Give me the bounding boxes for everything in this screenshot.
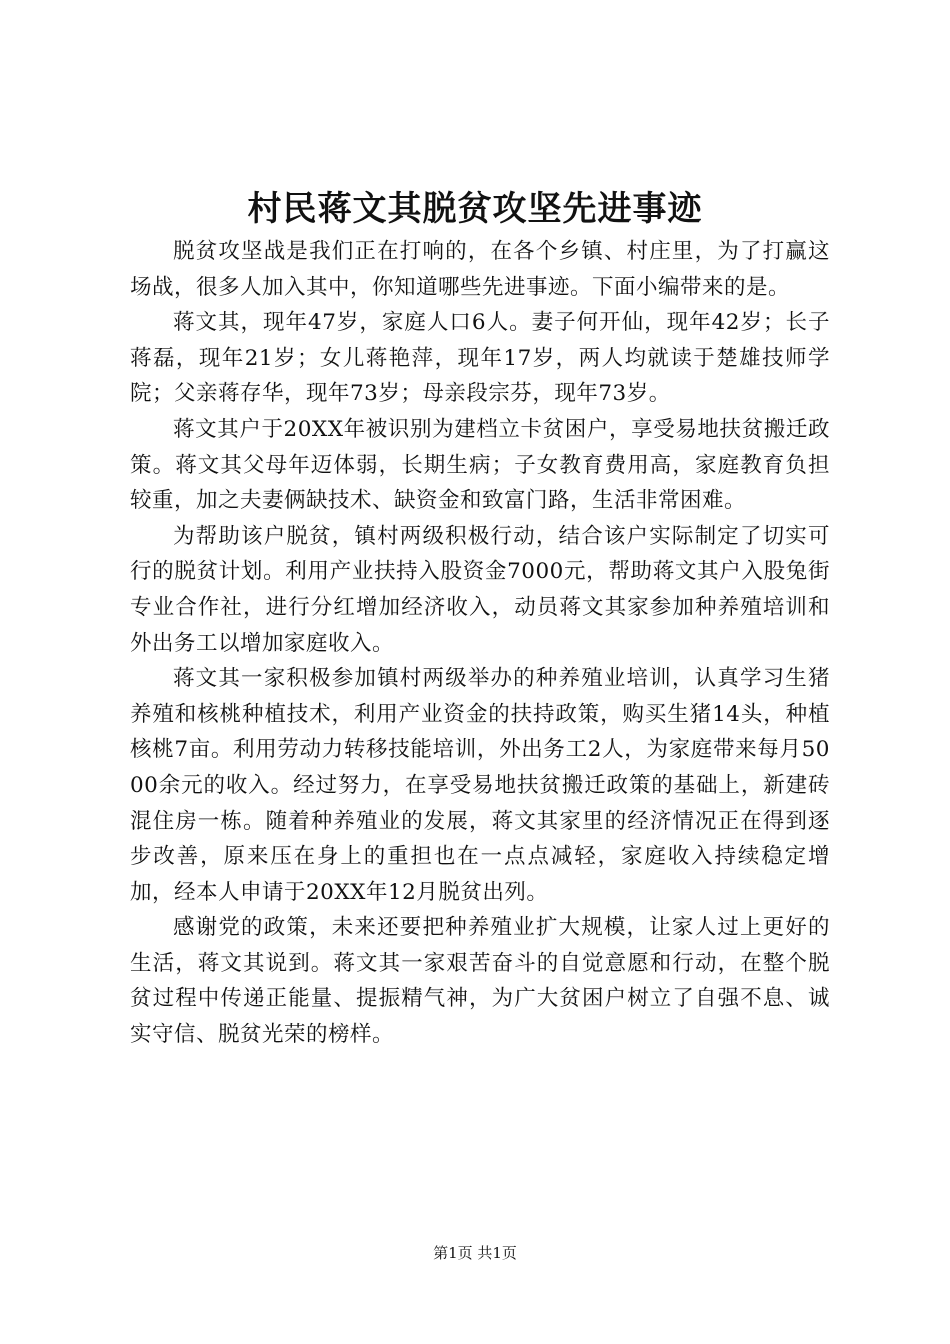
paragraph-intro: 脱贫攻坚战是我们正在打响的，在各个乡镇、村庄里，为了打赢这场战，很多人加入其中，你知道哪些先进事迹。下面小编带来的是。	[130, 239, 830, 300]
document-title: 村民蒋文其脱贫攻坚先进事迹	[247, 189, 703, 229]
page-number-footer: 第1页 共1页	[433, 1244, 517, 1262]
paragraph-assistance-plan: 为帮助该户脱贫，镇村两级积极行动，结合该户实际制定了切实可行的脱贫计划。利用产业扶持入股资金7000元，帮助蒋文其户入股兔街专业合作社，进行分红增加经济收入，动员蒋文其家参加种养殖培训和外出务工以增加家庭收入。	[130, 523, 830, 656]
paragraph-progress: 蒋文其一家积极参加镇村两级举办的种养殖业培训，认真学习生猪养殖和核桃种植技术，利用产业资金的扶持政策，购买生猪14头，种植核桃7亩。利用劳动力转移技能培训，外出务工2人，为家庭带来每月5000余元的收入。经过努力，在享受易地扶贫搬迁政策的基础上，新建砖混住房一栋。随着种养殖业的发展，蒋文其家里的经济情况正在得到逐步改善，原来压在身上的重担也在一点点减轻，家庭收入持续稳定增加，经本人申请于20XX年12月脱贫出列。	[130, 666, 830, 905]
paragraph-family: 蒋文其，现年47岁，家庭人口6人。妻子何开仙，现年42岁；长子蒋磊，现年21岁；女儿蒋艳萍，现年17岁，两人均就读于楚雄技师学院；父亲蒋存华，现年73岁；母亲段宗芬，现年73岁。	[130, 310, 830, 407]
document-body	[130, 234, 830, 1053]
paragraph-conclusion: 感谢党的政策，未来还要把种养殖业扩大规模，让家人过上更好的生活，蒋文其说到。蒋文其一家艰苦奋斗的自觉意愿和行动，在整个脱贫过程中传递正能量、提振精气神，为广大贫困户树立了自强不息、诚实守信、脱贫光荣的榜样。	[130, 915, 830, 1048]
paragraph-background: 蒋文其户于20XX年被识别为建档立卡贫困户，享受易地扶贫搬迁政策。蒋文其父母年迈体弱，长期生病；子女教育费用高，家庭教育负担较重，加之夫妻俩缺技术、缺资金和致富门路，生活非常困难。	[130, 416, 830, 514]
